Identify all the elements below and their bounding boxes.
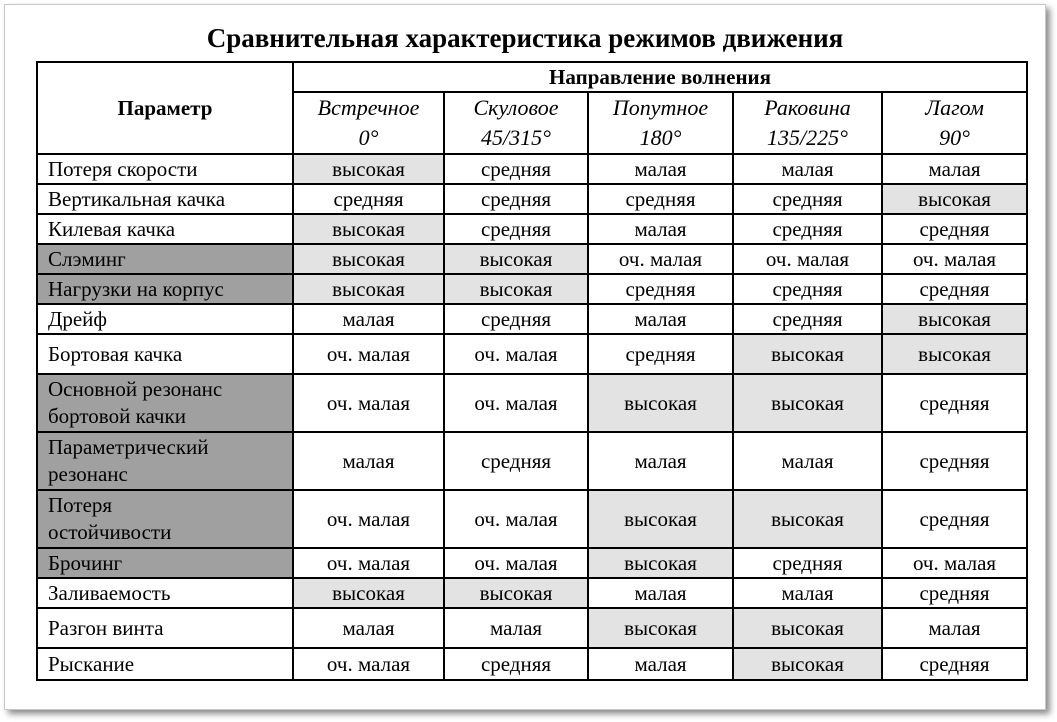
- value-cell: средняя: [293, 184, 444, 214]
- parameter-text: Дрейф: [48, 306, 107, 331]
- table-row: [37, 374, 1027, 432]
- value-cell: высокая: [882, 304, 1027, 334]
- direction-header-3: [588, 92, 733, 154]
- direction-name: Скуловое: [473, 95, 559, 120]
- parameter-text: Килевая качка: [48, 216, 176, 241]
- parameter-text: резонанс: [48, 462, 128, 486]
- page-title: Сравнительная характеристика режимов движения: [206, 23, 844, 53]
- document-frame: [4, 4, 1046, 710]
- table-row: [37, 578, 1027, 608]
- value-cell: средняя: [733, 274, 882, 304]
- value-cell: малая: [444, 608, 588, 648]
- row-parameter: [37, 648, 293, 680]
- value-cell: высокая: [293, 244, 444, 274]
- direction-header-2: [444, 92, 588, 154]
- parameter-text: Бортовая качка: [48, 341, 183, 366]
- value-cell: малая: [882, 154, 1027, 184]
- value-cell: оч. малая: [444, 334, 588, 374]
- value-cell: оч. малая: [293, 648, 444, 680]
- parameter-text: Вертикальная качка: [48, 186, 226, 211]
- value-cell: высокая: [293, 214, 444, 244]
- value-cell: высокая: [588, 548, 733, 578]
- value-cell: малая: [733, 432, 882, 490]
- value-cell: высокая: [733, 648, 882, 680]
- value-cell: высокая: [733, 608, 882, 648]
- row-parameter: [37, 274, 293, 304]
- value-cell: оч. малая: [733, 244, 882, 274]
- value-cell: высокая: [588, 608, 733, 648]
- wave-direction-header: Направление волнения: [293, 62, 1027, 92]
- value-cell: оч. малая: [293, 490, 444, 548]
- row-parameter: [37, 578, 293, 608]
- row-parameter: [37, 184, 293, 214]
- parameter-text: Потеря скорости: [48, 156, 198, 181]
- parameter-text: Заливаемость: [48, 580, 171, 605]
- value-cell: оч. малая: [882, 244, 1027, 274]
- row-parameter: [37, 244, 293, 274]
- direction-name: Лагом: [925, 95, 984, 120]
- value-cell: средняя: [882, 490, 1027, 548]
- value-cell: средняя: [588, 334, 733, 374]
- row-parameter: [37, 608, 293, 648]
- parameter-text: Основной резонанс: [48, 377, 223, 401]
- direction-name: Раковина: [764, 95, 851, 120]
- value-cell: малая: [293, 432, 444, 490]
- row-parameter: [37, 154, 293, 184]
- value-cell: оч. малая: [293, 374, 444, 432]
- value-cell: малая: [293, 304, 444, 334]
- parameter-text: остойчивости: [48, 520, 172, 544]
- value-cell: средняя: [882, 648, 1027, 680]
- value-cell: высокая: [444, 244, 588, 274]
- value-cell: средняя: [733, 304, 882, 334]
- parameter-text: Рыскание: [48, 651, 135, 676]
- value-cell: средняя: [444, 214, 588, 244]
- row-parameter: [37, 304, 293, 334]
- direction-angle: 0°: [358, 125, 379, 150]
- value-cell: средняя: [733, 184, 882, 214]
- value-cell: высокая: [293, 274, 444, 304]
- direction-angle: 45/315°: [481, 125, 551, 150]
- parameter-text: Потеря: [48, 493, 113, 517]
- value-cell: оч. малая: [444, 548, 588, 578]
- table-row: [37, 304, 1027, 334]
- table-row: [37, 244, 1027, 274]
- value-cell: малая: [588, 432, 733, 490]
- param-column-header: Параметр: [37, 62, 293, 154]
- value-cell: оч. малая: [293, 548, 444, 578]
- value-cell: малая: [588, 214, 733, 244]
- row-parameter: [37, 374, 293, 432]
- value-cell: высокая: [588, 374, 733, 432]
- table-row: [37, 432, 1027, 490]
- value-cell: высокая: [444, 274, 588, 304]
- value-cell: малая: [588, 154, 733, 184]
- parameter-text: Брочинг: [48, 550, 123, 575]
- value-cell: высокая: [882, 184, 1027, 214]
- value-cell: оч. малая: [882, 548, 1027, 578]
- value-cell: средняя: [444, 184, 588, 214]
- row-parameter: [37, 334, 293, 374]
- value-cell: высокая: [733, 490, 882, 548]
- direction-name: Встречное: [317, 95, 420, 120]
- value-cell: малая: [293, 608, 444, 648]
- value-cell: малая: [733, 154, 882, 184]
- direction-angle: 180°: [639, 125, 682, 150]
- value-cell: высокая: [588, 490, 733, 548]
- value-cell: оч. малая: [444, 490, 588, 548]
- direction-name: Попутное: [612, 95, 709, 120]
- value-cell: средняя: [882, 374, 1027, 432]
- table-row: [37, 608, 1027, 648]
- comparison-table: [36, 61, 1028, 681]
- value-cell: оч. малая: [293, 334, 444, 374]
- row-parameter: [37, 490, 293, 548]
- value-cell: средняя: [733, 214, 882, 244]
- value-cell: малая: [588, 304, 733, 334]
- value-cell: малая: [588, 578, 733, 608]
- value-cell: средняя: [444, 154, 588, 184]
- row-parameter: [37, 432, 293, 490]
- value-cell: высокая: [733, 374, 882, 432]
- value-cell: оч. малая: [588, 244, 733, 274]
- value-cell: малая: [882, 608, 1027, 648]
- value-cell: высокая: [733, 334, 882, 374]
- row-parameter: [37, 214, 293, 244]
- direction-header-1: [293, 92, 444, 154]
- value-cell: малая: [588, 648, 733, 680]
- table-row: [37, 648, 1027, 680]
- table-row: [37, 334, 1027, 374]
- value-cell: высокая: [293, 154, 444, 184]
- direction-angle: 90°: [939, 125, 970, 150]
- value-cell: высокая: [882, 334, 1027, 374]
- table-row: [37, 548, 1027, 578]
- value-cell: средняя: [882, 578, 1027, 608]
- table-body: [37, 154, 1027, 680]
- table-row: [37, 274, 1027, 304]
- value-cell: средняя: [733, 548, 882, 578]
- table-row: [37, 214, 1027, 244]
- value-cell: малая: [733, 578, 882, 608]
- table-row: [37, 184, 1027, 214]
- value-cell: средняя: [444, 304, 588, 334]
- value-cell: высокая: [444, 578, 588, 608]
- value-cell: средняя: [444, 432, 588, 490]
- table-row: [37, 490, 1027, 548]
- table-row: [37, 154, 1027, 184]
- row-parameter: [37, 548, 293, 578]
- value-cell: средняя: [882, 274, 1027, 304]
- direction-header-4: [733, 92, 882, 154]
- value-cell: средняя: [444, 648, 588, 680]
- parameter-text: Разгон винта: [48, 615, 164, 640]
- value-cell: средняя: [588, 184, 733, 214]
- direction-angle: 135/225°: [767, 125, 848, 150]
- parameter-text: Нагрузки на корпус: [48, 276, 224, 301]
- value-cell: оч. малая: [444, 374, 588, 432]
- parameter-text: Слэминг: [48, 246, 126, 271]
- direction-header-5: [882, 92, 1027, 154]
- value-cell: средняя: [882, 214, 1027, 244]
- parameter-text: бортовой качки: [48, 404, 186, 428]
- value-cell: средняя: [882, 432, 1027, 490]
- value-cell: высокая: [293, 578, 444, 608]
- parameter-text: Параметрический: [48, 435, 209, 459]
- value-cell: средняя: [588, 274, 733, 304]
